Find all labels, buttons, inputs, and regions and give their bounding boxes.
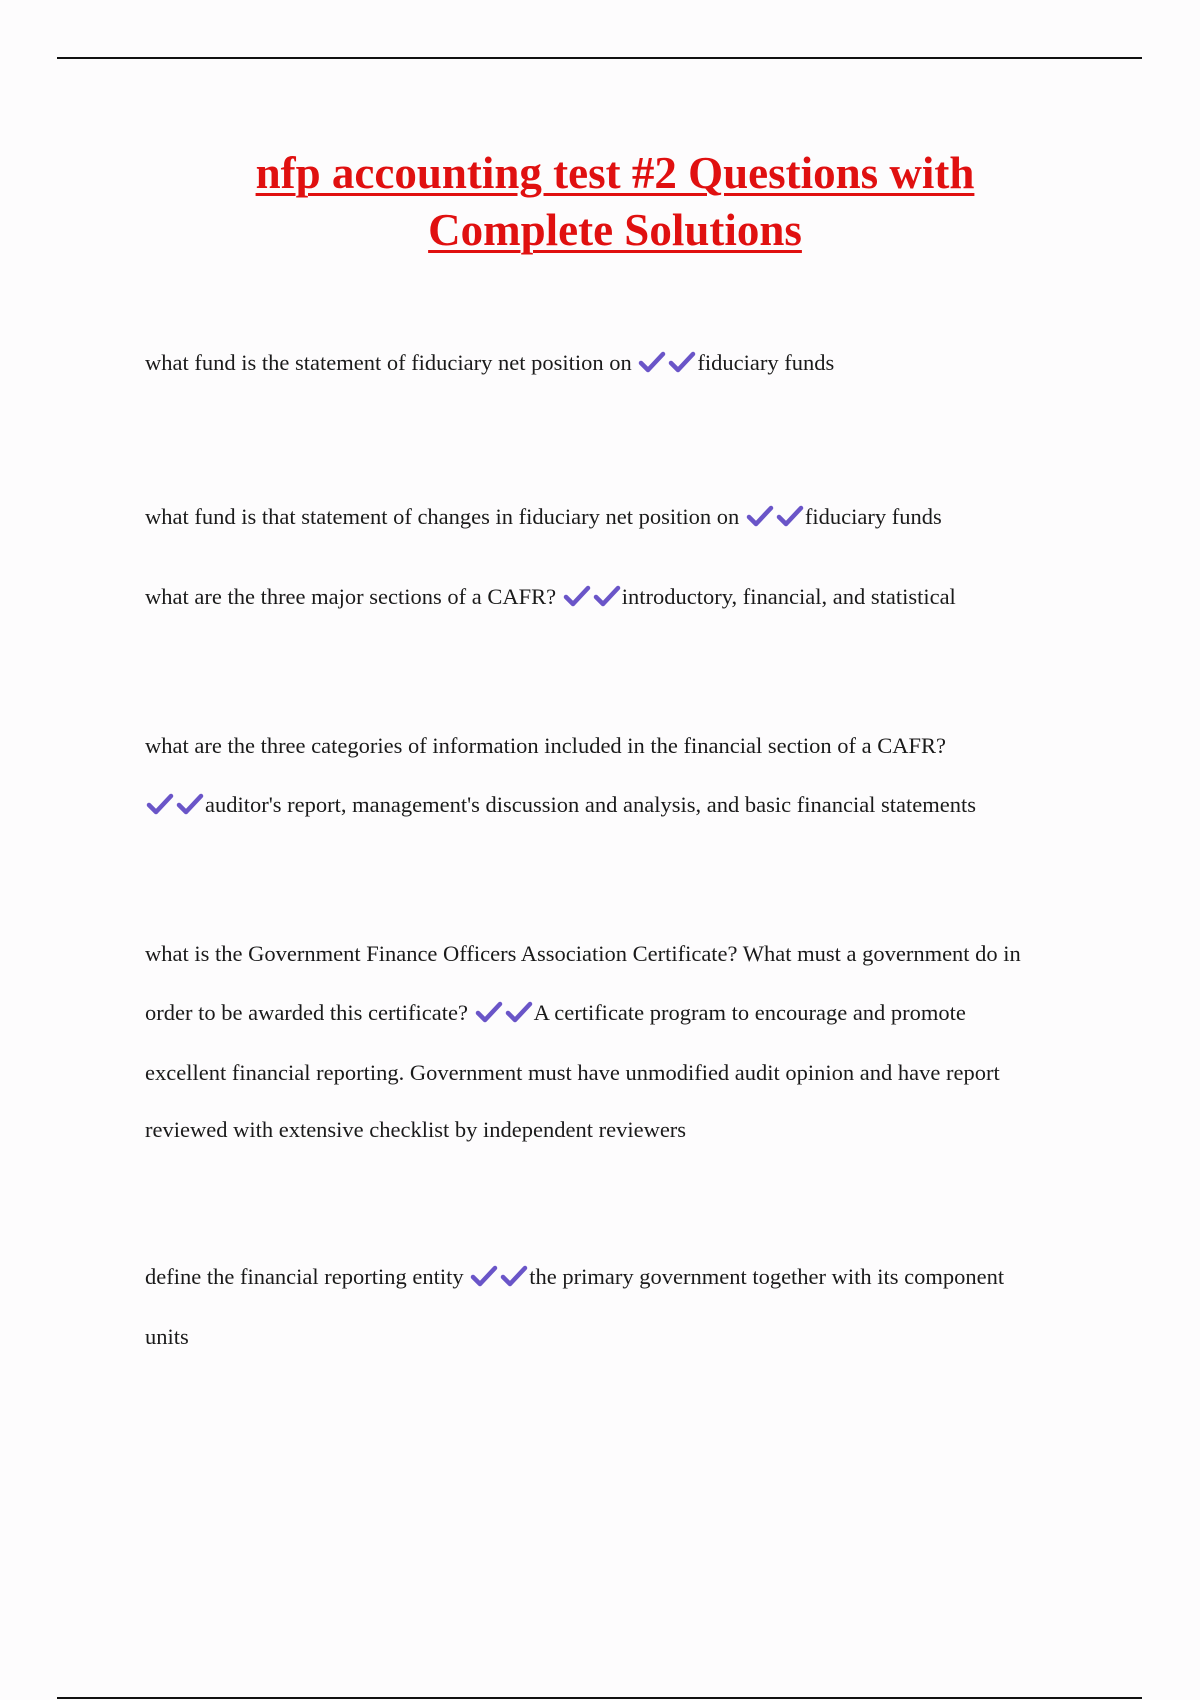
page-title [120, 145, 1110, 259]
qa-item-2 [145, 502, 942, 532]
answer-text: excellent financial reporting. Government must have unmodified audit opinion and have report [145, 1060, 1000, 1085]
question-text: what is the Government Finance Officers Association Certificate? What must a government do in [145, 941, 1021, 966]
answer-text: reviewed with extensive checklist by independent reviewers [145, 1117, 687, 1142]
question-text: what are the three categories of information included in the financial section of a CAFR? [145, 733, 946, 758]
answer-text: fiduciary funds [697, 350, 835, 375]
qa-item-4-answer [145, 790, 976, 820]
checkmark-icon [470, 1265, 498, 1287]
answer-text: A certificate program to encourage and promote [533, 1000, 966, 1025]
answer-text: introductory, financial, and statistical [621, 584, 956, 609]
checkmark-icon [638, 351, 666, 373]
answer-text: the primary government together with its component [529, 1264, 1005, 1289]
checkmark-icon [563, 585, 591, 607]
qa-item-1 [145, 348, 834, 378]
answer-text: units [145, 1324, 189, 1349]
bottom-rule [57, 1697, 1142, 1699]
checkmark-icon [668, 351, 696, 373]
qa-item-5-line-4 [145, 1115, 686, 1145]
answer-text: auditor's report, management's discussion and analysis, and basic financial statements [205, 792, 977, 817]
qa-item-3 [145, 582, 956, 612]
question-text: what are the three major sections of a CAFR? [145, 584, 557, 609]
qa-item-5-line-2 [145, 998, 966, 1028]
qa-item-5-line-3 [145, 1058, 1000, 1088]
question-text: order to be awarded this certificate? [145, 1000, 468, 1025]
title-line-2: Complete Solutions [428, 205, 802, 255]
qa-item-6-line-1 [145, 1262, 1004, 1292]
top-rule [57, 57, 1142, 59]
question-text: define the financial reporting entity [145, 1264, 464, 1289]
checkmark-icon [593, 585, 621, 607]
title-line-1: nfp accounting test #2 Questions with [255, 148, 975, 198]
question-text: what fund is that statement of changes in fiduciary net position on [145, 504, 740, 529]
checkmark-icon [776, 505, 804, 527]
checkmark-icon [746, 505, 774, 527]
question-text: what fund is the statement of fiduciary net position on [145, 350, 632, 375]
checkmark-icon [146, 793, 174, 815]
qa-item-4-question [145, 731, 946, 761]
qa-item-6-line-2 [145, 1322, 189, 1352]
checkmark-icon [176, 793, 204, 815]
checkmark-icon [505, 1001, 533, 1023]
qa-item-5-line-1 [145, 939, 1021, 969]
checkmark-icon [475, 1001, 503, 1023]
answer-text: fiduciary funds [804, 504, 942, 529]
checkmark-icon [500, 1265, 528, 1287]
